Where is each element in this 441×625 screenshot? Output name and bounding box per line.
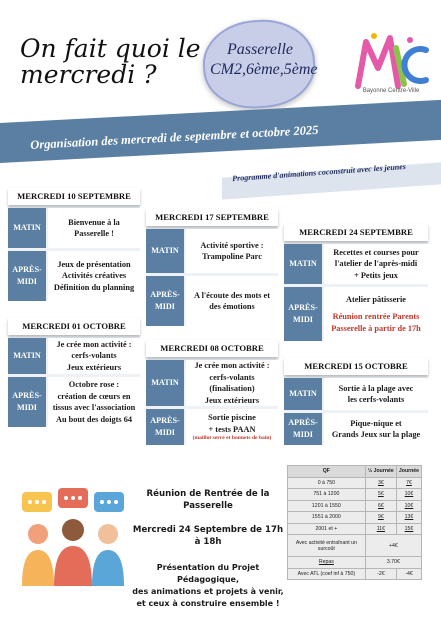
matin-label: MATIN bbox=[146, 229, 184, 273]
reunion-date: Mercredi 24 Septembre de 17h à 18h bbox=[132, 525, 284, 547]
apres-midi-activity: A l'écoute des mots et des émotions bbox=[186, 276, 278, 326]
table-row bbox=[288, 523, 422, 535]
price-header-row bbox=[288, 466, 422, 478]
matin-label: MATIN bbox=[8, 208, 46, 248]
qf-cell: 1201 à 1550 bbox=[288, 500, 366, 512]
logo-caption: Bayonne Centre-Ville bbox=[362, 88, 420, 94]
col-header: QF bbox=[288, 466, 366, 478]
matin-label: MATIN bbox=[284, 378, 322, 410]
matin-label: MATIN bbox=[284, 244, 322, 284]
day-header: MERCREDI 17 SEPTEMBRE bbox=[146, 209, 278, 226]
matin-activity: Recettes et courses pour l'atelier de l'après-midi + Petits jeux bbox=[324, 244, 428, 284]
matin-label: MATIN bbox=[8, 338, 46, 374]
atl-half-cell: -2€ bbox=[365, 568, 396, 580]
half-day-cell: 6€ bbox=[365, 500, 396, 512]
day-header: MERCREDI 15 OCTOBRE bbox=[284, 358, 428, 375]
table-row bbox=[288, 568, 422, 580]
badge-line-2: CM2,6ème,5ème bbox=[210, 61, 318, 78]
matin-activity: Je crée mon activité : cerfs-volants (finalisation) Jeux extérieurs bbox=[186, 360, 278, 406]
supplement-value: +4€ bbox=[365, 535, 421, 557]
apres-midi-label: APRÈS- MIDI bbox=[8, 251, 46, 301]
apres-midi-label: APRÈS- MIDI bbox=[284, 287, 322, 341]
day-card-sep24 bbox=[284, 224, 428, 341]
table-row bbox=[288, 512, 422, 524]
day-cell: 7€ bbox=[396, 477, 421, 489]
day-cell: 10€ bbox=[396, 489, 421, 501]
title-line-2: mercredi ? bbox=[20, 60, 157, 89]
atl-day-cell: -4€ bbox=[396, 568, 421, 580]
matin-activity: Je crée mon activité : cerfs-volants Jeux extérieurs bbox=[48, 338, 140, 374]
day-card-oct15 bbox=[284, 358, 428, 445]
half-day-cell: 9€ bbox=[365, 512, 396, 524]
day-cell: 15€ bbox=[396, 523, 421, 535]
qf-cell: 2001 et + bbox=[288, 523, 366, 535]
matin-activity: Sortie à la plage avec les cerfs-volants bbox=[324, 378, 428, 410]
half-day-cell: 3€ bbox=[365, 477, 396, 489]
col-header: ½ Journée bbox=[365, 466, 396, 478]
apres-midi-activity: Octobre rose : création de cœurs en tissus avec l'association Au bout des doigts 64 bbox=[48, 377, 140, 427]
apres-midi-label: APRÈS- MIDI bbox=[146, 276, 184, 326]
day-header: MERCREDI 08 OCTOBRE bbox=[146, 340, 278, 357]
table-row bbox=[288, 535, 422, 557]
qf-cell: 0 à 750 bbox=[288, 477, 366, 489]
reunion-info bbox=[130, 488, 286, 610]
apres-midi-activity: Pique-nique et Grands Jeux sur la plage bbox=[324, 413, 428, 445]
col-header: Journée bbox=[396, 466, 421, 478]
repas-value: 3.70€ bbox=[365, 557, 421, 569]
apres-midi-main: Sortie piscine + tests PAAN bbox=[208, 413, 256, 434]
badge-line-1: Passerelle bbox=[226, 41, 294, 58]
apres-midi-activity bbox=[186, 409, 278, 445]
day-header: MERCREDI 24 SEPTEMBRE bbox=[284, 224, 428, 241]
apres-midi-label: APRÈS- MIDI bbox=[8, 377, 46, 427]
day-card-sep10 bbox=[8, 188, 140, 301]
matin-activity: Activité sportive : Trampoline Parc bbox=[186, 229, 278, 273]
table-row bbox=[288, 557, 422, 569]
group-badge-text bbox=[210, 40, 318, 80]
half-day-cell: 11€ bbox=[365, 523, 396, 535]
reunion-description: Présentation du Projet Pédagogique, des animations et projets à venir, et ceux à construire ensemble ! bbox=[132, 563, 284, 608]
page-title bbox=[20, 36, 210, 88]
price-table bbox=[287, 465, 422, 580]
day-card-sep17 bbox=[146, 209, 278, 326]
apres-midi-label: APRÈS- MIDI bbox=[146, 409, 184, 445]
apres-midi-main: Atelier pâtisserie bbox=[346, 294, 406, 304]
day-cell: 13€ bbox=[396, 512, 421, 524]
day-card-oct08 bbox=[146, 340, 278, 445]
sub-banner-text: Programme d'animations coconstruit avec les jeunes bbox=[231, 161, 407, 184]
apres-midi-activity: Jeux de présentation Activités créatives Définition du planning bbox=[48, 251, 140, 301]
day-header: MERCREDI 10 SEPTEMBRE bbox=[8, 188, 140, 205]
day-card-oct01 bbox=[8, 318, 140, 427]
supplement-label: Avec activité entraînant un surcoût bbox=[288, 535, 366, 557]
repas-label: Repas bbox=[288, 557, 366, 569]
table-row bbox=[288, 489, 422, 501]
table-row bbox=[288, 500, 422, 512]
table-row bbox=[288, 477, 422, 489]
half-day-cell: 5€ bbox=[365, 489, 396, 501]
day-cell: 10€ bbox=[396, 500, 421, 512]
reunion-heading: Réunion de Rentrée de la Passerelle bbox=[146, 489, 270, 511]
meeting-people-illustration bbox=[18, 488, 128, 588]
matin-activity: Bienvenue à la Passerelle ! bbox=[48, 208, 140, 248]
piscine-note: (maillot serré et bonnets de bain) bbox=[192, 435, 272, 441]
day-header: MERCREDI 01 OCTOBRE bbox=[8, 318, 140, 335]
matin-label: MATIN bbox=[146, 360, 184, 406]
qf-cell: 1551 à 2000 bbox=[288, 512, 366, 524]
atl-label: Avec ATL (coef inf à 750) bbox=[288, 568, 366, 580]
banner-title: Organisation des mercredi de septembre et octobre 2025 bbox=[29, 122, 319, 152]
apres-midi-activity bbox=[324, 287, 428, 341]
title-line-1: On fait quoi le bbox=[20, 34, 201, 63]
qf-cell: 751 à 1200 bbox=[288, 489, 366, 501]
parents-meeting-note: Réunion rentrée Parents Passerelle à partir de 17h bbox=[331, 312, 421, 333]
apres-midi-label: APRÈS- MIDI bbox=[284, 413, 322, 445]
